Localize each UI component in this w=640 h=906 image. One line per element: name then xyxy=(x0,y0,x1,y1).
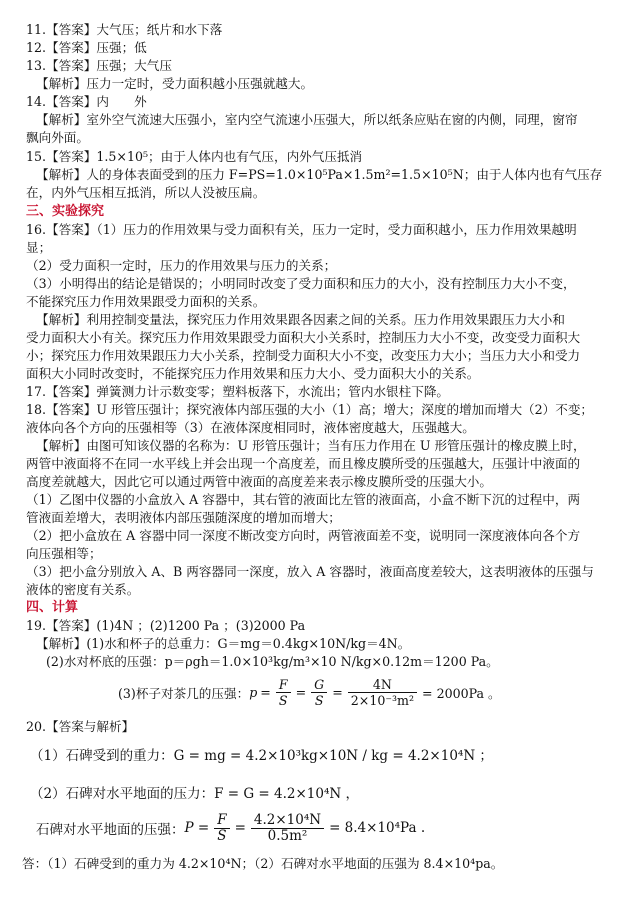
formula-20-2: （2）石碑对水平地面的压力：F = G = 4.2×10⁴N ， xyxy=(30,786,360,802)
fraction-denominator: 2×10⁻³m² xyxy=(350,692,415,708)
formula-19-3-prefix: (3)杯子对茶几的压强： xyxy=(118,685,250,701)
analysis-14-line2: 飘向外面。 xyxy=(26,130,89,145)
answer-13: 13.【答案】压强；大气压 xyxy=(26,58,172,73)
fraction-f-over-s xyxy=(214,813,229,844)
analysis-19-part2: (2)水对杯底的压强：p＝ρgh＝1.0×10³kg/m³×10 N/kg×0.12m＝1200 Pa。 xyxy=(46,654,499,669)
analysis-16-line3: 小；探究压力作用效果跟压力大小关系，控制受力面积大小不变，改变压力大小；当压力大小和受力 xyxy=(26,348,581,363)
formula-19-3-result: = 2000Pa 。 xyxy=(422,685,501,701)
analysis-18-line1: 【解析】由图可知该仪器的名称为：U 形管压强计；当有压力作用在 U 形管压强计的橡皮膜上时， xyxy=(36,438,586,453)
analysis-18-part3-line2: 液体的密度有关系。 xyxy=(26,582,140,597)
answer-16-part2: （2）受力面积一定时，压力的作用效果与压力的关系； xyxy=(26,258,337,273)
analysis-18-part2-line2: 向压强相等； xyxy=(26,546,102,561)
fraction-numerator: F xyxy=(214,813,229,829)
answer-17: 17.【答案】弹簧测力计示数变零；塑料板落下，水流出；管内水银柱下降。 xyxy=(26,384,450,399)
analysis-18-part1-line1: （1）乙图中仪器的小盒放入 A 容器中，其右管的液面比左管的液面高，小盒不断下沉的过程中，两 xyxy=(26,492,581,507)
formula-20-3-result: = 8.4×10⁴Pa . xyxy=(329,820,426,836)
analysis-14-line1: 【解析】室外空气流速大压强小，室内空气流速小压强大，所以纸条应贴在窗的内侧，同理，窗帘 xyxy=(36,112,578,127)
final-answer: 答：（1）石碑受到的重力为 4.2×10⁴N；（2）石碑对水平地面的压强为 8.4×10⁴pa。 xyxy=(22,856,504,871)
section-heading-experiment: 三、实验探究 xyxy=(26,204,105,219)
answer-18-line2: 液体向各个方向的压强相等（3）在液体深度相同时，液体密度越大，压强越大。 xyxy=(26,420,475,435)
fraction-denominator: S xyxy=(217,827,227,844)
fraction-denominator: 0.5m² xyxy=(267,827,308,844)
section-heading-calculation: 四、计算 xyxy=(26,600,79,615)
analysis-18-part2-line1: （2）把小盒放在 A 容器中同一深度不断改变方向时，两管液面差不变，说明同一深度液体向各个方 xyxy=(26,528,581,543)
formula-19-3 xyxy=(118,672,501,712)
analysis-13: 【解析】压力一定时，受力面积越小压强就越大。 xyxy=(36,76,314,91)
analysis-18-part1-line2: 管液面差增大，表明液体内部压强随深度的增加而增大； xyxy=(26,510,341,525)
fraction-f-over-s xyxy=(276,677,291,708)
answer-11: 11.【答案】大气压；纸片和水下落 xyxy=(26,22,223,37)
fraction-numerator: 4N xyxy=(348,677,417,693)
analysis-16-line2: 受力面积大小有关。探究压力作用效果跟受力面积大小关系时，控制压力大小不变，改变受力面积大 xyxy=(26,330,581,345)
fraction-denominator: S xyxy=(278,692,288,708)
formula-19-3-eq2: = xyxy=(295,684,307,700)
answer-16-part3-line1: （3）小明得出的结论是错误的；小明同时改变了受力面积和压力的大小，没有控制压力大小不变， xyxy=(26,276,576,291)
formula-20-3: 石碑对水平地面的压强： P = $\frac{F}{S}$ = $\frac{\text{4.2×10⁴N}}{\text{0.5m²}}$ = 8.4×10⁴Pa . xyxy=(36,811,426,844)
analysis-15-line1: 【解析】人的身体表面受到的压力 F=PS=1.0×10⁵Pa×1.5m²=1.5×10⁵N；由于人体内也有气压存 xyxy=(36,167,603,182)
fraction-values xyxy=(348,677,417,708)
analysis-18-line3: 高度差就越大，因此它可以通过两管中液面的高度差来表示橡皮膜所受的压强大小。 xyxy=(26,474,492,489)
answer-18-line1: 18.【答案】U 形管压强计；探究液体内部压强的大小（1）高；增大；深度的增加而增大（2）不变； xyxy=(26,402,594,417)
formula-20-1: （1）石碑受到的重力：G = mg = 4.2×10³kg×10N / kg = 4.2×10⁴N ； xyxy=(30,748,493,764)
answer-16-line1: 16.【答案】（1）压力的作用效果与受力面积有关，压力一定时，受力面积越小，压力作用效果越明 xyxy=(26,222,577,237)
analysis-18-part3-line1: （3）把小盒分别放入 A、B 两容器同一深度，放入 A 容器时，液面高度差较大，这表明液体的压强与 xyxy=(26,564,594,579)
answer-15: 15.【答案】1.5×10⁵；由于人体内也有气压，内外气压抵消 xyxy=(26,149,363,164)
formula-19-3-eq1: = xyxy=(260,684,271,700)
analysis-16-line4: 面积大小同时改变时，不能探究压力作用效果和压力大小、受力面积大小的关系。 xyxy=(26,366,480,381)
fraction-values xyxy=(251,813,324,844)
formula-19-3-lhs: p xyxy=(249,684,258,700)
answer-19: 19.【答案】(1)4N ；(2)1200 Pa ；(3)2000 Pa xyxy=(26,618,306,633)
analysis-16-line1: 【解析】利用控制变量法，探究压力作用效果跟各因素之间的关系。压力作用效果跟压力大小和 xyxy=(36,312,565,327)
analysis-18-line2: 两管中液面将不在同一水平线上并会出现一个高度差，而且橡皮膜所受的压强越大，压强计中液面的 xyxy=(26,456,581,471)
formula-20-3-lhs: P = xyxy=(184,820,210,836)
analysis-19-part1: 【解析】(1)水和杯子的总重力：G＝mg＝0.4kg×10N/kg＝4N。 xyxy=(36,636,411,651)
fraction-numerator: 4.2×10⁴N xyxy=(251,813,324,829)
fraction-numerator: F xyxy=(276,677,291,693)
answer-16-part3-line2: 不能探究压力作用效果跟受力面积的关系。 xyxy=(26,294,266,309)
answer-12: 12.【答案】压强；低 xyxy=(26,40,147,55)
fraction-g-over-s xyxy=(311,677,327,708)
answer-16-line2: 显； xyxy=(26,240,52,255)
formula-19-3-eq3: = xyxy=(332,684,343,700)
answer-14: 14.【答案】内 外 xyxy=(26,94,147,109)
answer-20-heading: 20.【答案与解析】 xyxy=(26,719,135,734)
fraction-denominator: S xyxy=(314,692,324,708)
formula-20-3-prefix: 石碑对水平地面的压强： xyxy=(36,822,185,838)
analysis-15-line2: 在，内外气压相互抵消，所以人没被压扁。 xyxy=(26,185,266,200)
fraction-numerator: G xyxy=(311,677,327,693)
